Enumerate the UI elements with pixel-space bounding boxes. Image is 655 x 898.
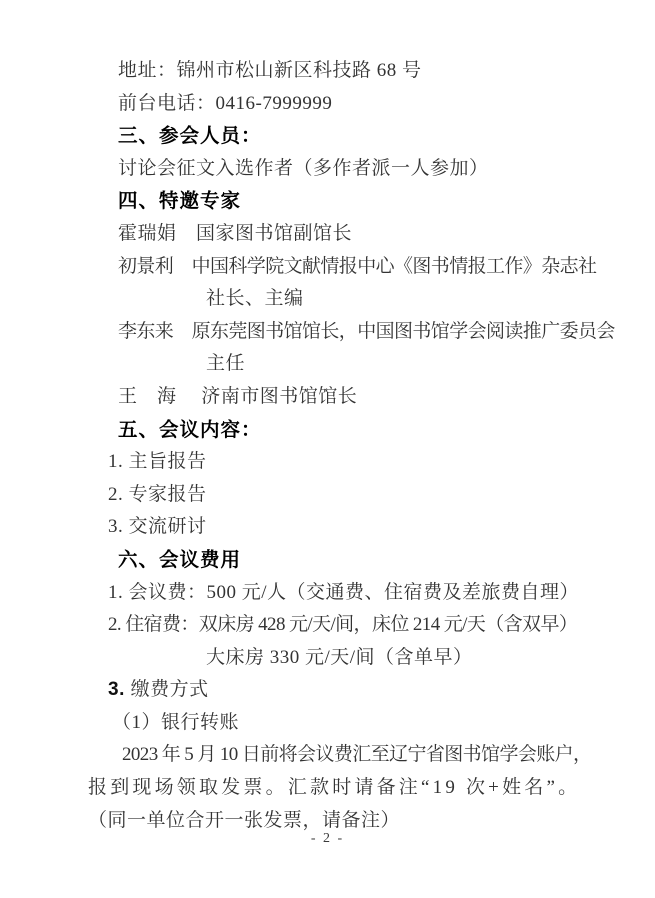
payment-method-heading bbox=[108, 674, 577, 707]
content-item-discussion: 3. 交流研讨 bbox=[108, 516, 207, 538]
content-item-keynote: 1. 主旨报告 bbox=[108, 451, 207, 473]
expert-line-chu: 初景利 中国科学院文献情报中心《图书情报工作》杂志社 bbox=[118, 255, 597, 277]
invoice-note-line: （同一单位合开一张发票，请备注） bbox=[88, 809, 401, 831]
content-item-expert-report: 2. 专家报告 bbox=[108, 483, 207, 505]
bank-transfer-line: （1）银行转账 bbox=[112, 711, 240, 733]
expert-line-li-continuation: 主任 bbox=[206, 353, 246, 375]
phone-line: 前台电话：0416-7999999 bbox=[118, 92, 333, 114]
fee-item-hotel-continuation: 大床房 330 元/天/间（含单早） bbox=[206, 646, 473, 668]
expert-line-chu-continuation: 社长、主编 bbox=[206, 288, 304, 310]
heading-meeting-fees: 六、会议费用 bbox=[118, 548, 242, 571]
payment-paragraph-line-2: 报到现场领取发票。汇款时请备注“19 次+姓名”。 bbox=[88, 777, 581, 799]
fee-item-conference: 1. 会议费：500 元/人（交通费、住宿费及差旅费自理） bbox=[108, 581, 580, 603]
heading-meeting-content: 五、会议内容： bbox=[118, 418, 262, 441]
document-body bbox=[88, 55, 615, 837]
fee-item-hotel: 2. 住宿费：双床房 428 元/天/间，床位 214 元/天（含双早） bbox=[108, 614, 578, 636]
expert-line-huo: 霍瑞娟 国家图书馆副馆长 bbox=[118, 222, 353, 244]
expert-line-wang: 王 海 济南市图书馆馆长 bbox=[118, 385, 358, 407]
payment-paragraph-line-1: 2023 年 5 月 10 日前将会议费汇至辽宁省图书馆学会账户， bbox=[122, 744, 592, 766]
page-number: - 2 - bbox=[310, 831, 345, 846]
expert-line-li: 李东来 原东莞图书馆馆长，中国图书馆学会阅读推广委员会 bbox=[118, 320, 615, 342]
participants-description: 讨论会征文入选作者（多作者派一人参加） bbox=[118, 157, 489, 179]
heading-participants: 三、参会人员： bbox=[118, 125, 262, 148]
list-number: 3. bbox=[108, 679, 131, 701]
payment-method-label: 缴费方式 bbox=[130, 679, 209, 701]
address-line: 地址：锦州市松山新区科技路 68 号 bbox=[118, 60, 422, 81]
heading-invited-experts: 四、特邀专家 bbox=[118, 190, 242, 213]
